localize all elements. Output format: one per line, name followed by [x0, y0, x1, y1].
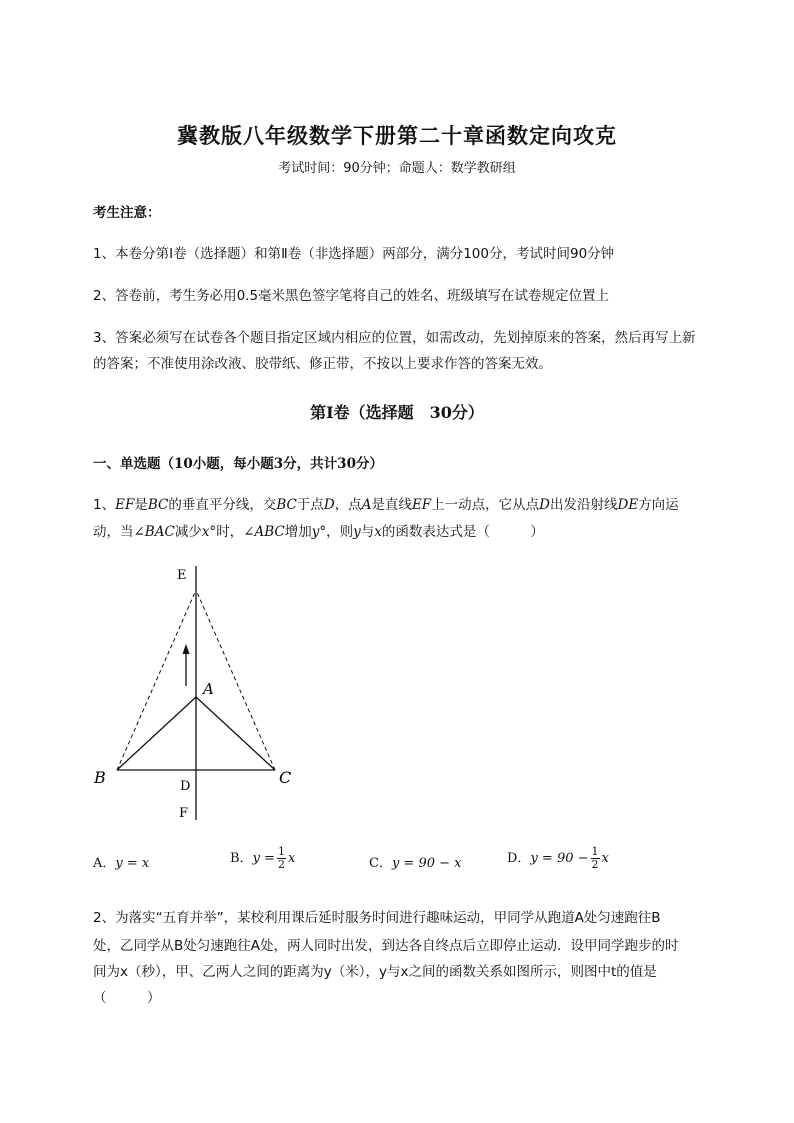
q1-number: 1、 — [93, 497, 116, 513]
q1-var: BC — [276, 497, 297, 513]
up-arrow-icon — [183, 644, 190, 654]
q2-line-4: （ ） — [93, 990, 161, 1006]
q1-var: ∠ABC — [243, 524, 285, 540]
q1-text: 的函数表达式是（ ） — [381, 524, 544, 540]
q1-line-2 — [93, 520, 544, 540]
option-c-expr: y = 90 − x — [391, 856, 462, 871]
q1-var: x — [374, 524, 382, 540]
q1-var: A — [361, 497, 372, 513]
label-a: A — [203, 680, 214, 698]
q1-var: EF — [411, 497, 432, 513]
q1-var: y° — [311, 524, 327, 540]
option-a[interactable] — [93, 852, 149, 871]
option-d-expr: y = 90 − — [530, 851, 589, 866]
option-d[interactable] — [507, 846, 609, 871]
note-item-3-cont: 的答案；不准使用涂改液、胶带纸、修正带，不按以上要求作答的答案无效。 — [93, 356, 552, 372]
q1-var: y — [353, 524, 361, 540]
q2-line-2: 处，乙同学从B处匀速跑往A处，两人同时出发，到达各自终点后立即停止运动．设甲同学跑步的时 — [93, 938, 679, 954]
section-title: 第I卷（选择题 30分） — [310, 403, 484, 422]
note-item-3: 3、答案必须写在试卷各个题目指定区域内相应的位置，如需改动，先划掉原来的答案，然后再写上新 — [93, 330, 696, 346]
q1-var: DE — [617, 497, 639, 513]
q1-text: 方向运 — [638, 497, 679, 513]
q1-var: x° — [201, 524, 217, 540]
q1-text: 时， — [216, 524, 244, 540]
q1-text: 是 — [134, 497, 148, 513]
q1-text: 是直线 — [371, 497, 412, 513]
label-c: C — [279, 768, 292, 787]
option-d-var: x — [601, 851, 609, 866]
q1-var: ∠BAC — [133, 524, 175, 540]
option-b-label: B． — [230, 851, 253, 866]
q1-text: 于点 — [296, 497, 324, 513]
label-f: F — [179, 806, 189, 821]
q1-text: 减少 — [174, 524, 202, 540]
q1-text: 增加 — [284, 524, 312, 540]
option-a-label: A． — [93, 856, 116, 871]
exam-info: 考试时间：90分钟；命题人：数学教研组 — [278, 161, 516, 176]
q1-var: BC — [147, 497, 169, 513]
q1-var: EF — [115, 497, 135, 513]
option-c[interactable] — [369, 852, 462, 871]
option-b-expr: y = — [252, 851, 275, 866]
q1-text: 上一动点，它从点 — [431, 497, 540, 513]
segment-ab — [117, 697, 196, 770]
segment-ac — [196, 697, 275, 770]
label-e: E — [177, 568, 187, 583]
q2-line-1: 2、为落实“五育并举”，某校利用课后延时服务时间进行趣味运动，甲同学从跑道A处匀速跑往B — [93, 910, 661, 926]
q1-text: 出发沿射线 — [550, 497, 618, 513]
q1-text: 与 — [360, 524, 375, 540]
option-c-label: C． — [369, 856, 392, 871]
q1-var: D — [539, 497, 550, 513]
q1-var: D — [323, 497, 335, 513]
dashed-segment-be — [117, 590, 196, 770]
question-type-heading: 一、单选题（10小题，每小题3分，共计30分） — [93, 456, 383, 472]
q1-text: 的垂直平分线，交 — [168, 497, 277, 513]
option-d-label: D． — [507, 851, 531, 866]
fraction-denominator: 2 — [591, 858, 599, 871]
q2-line-3: 间为x（秒），甲、乙两人之间的距离为y（米），y与x之间的函数关系如图所示，则图中t的值是 — [93, 964, 657, 980]
option-b-fraction — [277, 846, 286, 871]
q1-triangle-figure — [85, 558, 315, 828]
label-b: B — [94, 768, 106, 787]
q1-text: 动，当 — [93, 524, 134, 540]
note-item-1: 1、本卷分第I卷（选择题）和第Ⅱ卷（非选择题）两部分，满分100分，考试时间90分钟 — [93, 246, 615, 262]
fraction-numerator: 1 — [277, 845, 285, 858]
page-title: 冀教版八年级数学下册第二十章函数定向攻克 — [177, 123, 617, 148]
q1-line-1 — [93, 493, 679, 513]
notes-heading: 考生注意： — [93, 205, 161, 221]
option-a-expr: y = x — [115, 856, 150, 871]
option-d-fraction — [591, 846, 600, 871]
fraction-denominator: 2 — [277, 858, 285, 871]
note-item-2: 2、答卷前，考生务必用0.5毫米黑色签字笔将自己的姓名、班级填写在试卷规定位置上 — [93, 288, 610, 304]
fraction-numerator: 1 — [591, 845, 599, 858]
q1-text: ，则 — [326, 524, 354, 540]
label-d: D — [180, 779, 191, 794]
q1-text: ，点 — [334, 497, 362, 513]
option-b-var: x — [287, 851, 296, 866]
option-b[interactable] — [230, 846, 295, 871]
